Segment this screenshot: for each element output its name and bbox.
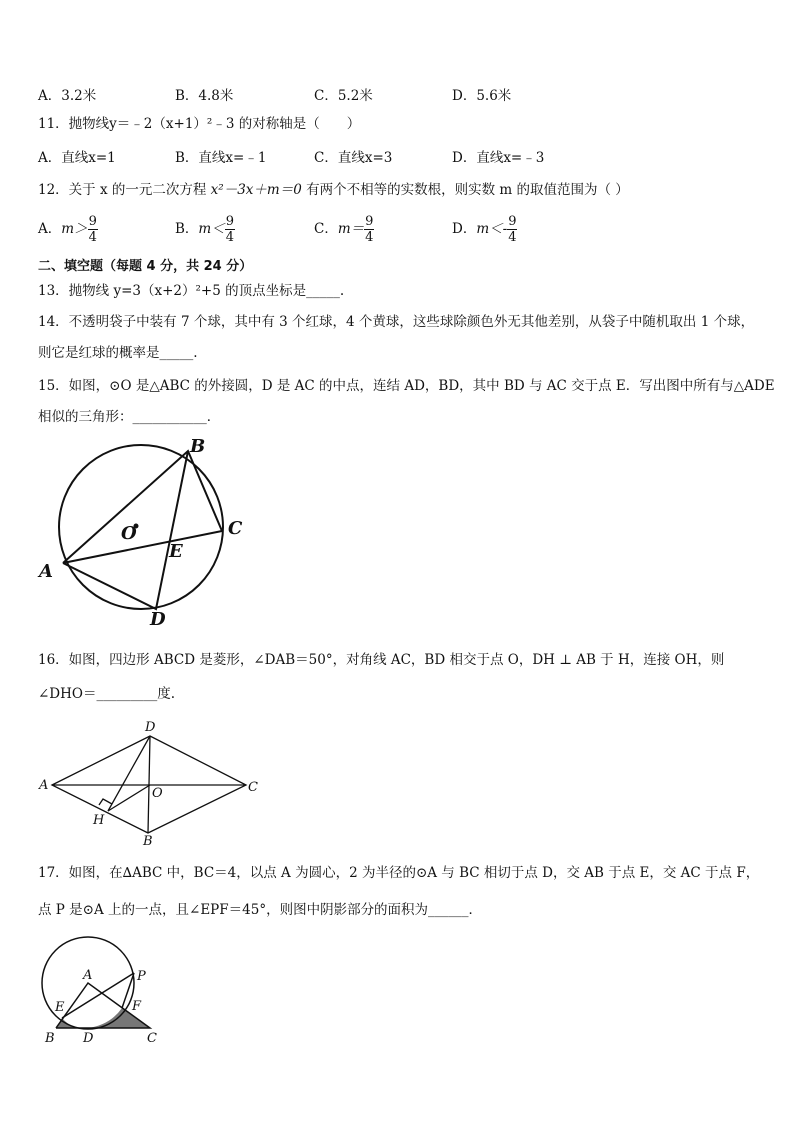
q14-line1: 14．不透明袋子中装有 7 个球，其中有 3 个红球，4 个黄球，这些球除颜色外无其他差别，从袋子中随机取出 1 个球， xyxy=(38,314,755,330)
label-d: D xyxy=(83,1031,94,1046)
label-b: B xyxy=(143,834,153,849)
q17-figure xyxy=(30,935,180,1053)
q16-figure xyxy=(30,715,270,850)
q12-option-d xyxy=(452,214,517,245)
label-c: C xyxy=(228,518,243,539)
q15-figure xyxy=(30,432,260,632)
segment-dh xyxy=(108,736,150,811)
q12-option-label: D． xyxy=(452,221,477,237)
q14-line2: 则它是红球的概率是_____. xyxy=(38,345,198,361)
q15-line2: 相似的三角形：___________． xyxy=(38,409,221,425)
q12-relation: m＜- xyxy=(476,221,508,237)
right-angle-mark xyxy=(99,799,112,805)
numerator: 9 xyxy=(225,214,235,229)
q12-option-label: C． xyxy=(314,221,338,237)
circumcircle-o xyxy=(59,445,223,609)
q12-stem xyxy=(38,181,629,199)
q12-equation: x²－3x＋m＝0 xyxy=(210,182,302,198)
q12-relation: m＞ xyxy=(61,221,88,237)
label-c: C xyxy=(248,780,258,795)
q11-stem: 11．抛物线y＝﹣2（x+1）²﹣3 的对称轴是（ ） xyxy=(38,116,361,132)
label-e: E xyxy=(55,1000,65,1015)
label-b: B xyxy=(45,1031,55,1046)
segment-oh xyxy=(108,785,150,811)
label-f: F xyxy=(132,999,142,1014)
q10-option-b: B．4.8米 xyxy=(175,88,234,104)
denominator: 4 xyxy=(508,230,517,245)
q10-option-c: C．5.2米 xyxy=(314,88,373,104)
q16-line1: 16．如图，四边形 ABCD 是菱形，∠DAB＝50°，对角线 AC，BD 相交于点 O，DH ⊥ AB 于 H，连接 OH，则 xyxy=(38,652,725,668)
q17-line1: 17．如图，在∆ABC 中，BC＝4，以点 A 为圆心，2 为半径的⊙A 与 BC 相切于点 D，交 AB 于点 E，交 AC 于点 F， xyxy=(38,865,760,881)
label-o: O xyxy=(152,786,163,801)
q16-line2: ∠DHO＝_________度. xyxy=(38,686,176,702)
q10-option-a: A．3.2米 xyxy=(38,88,97,104)
q12-option-c xyxy=(314,214,374,245)
q11-option-a: A．直线x=1 xyxy=(38,150,116,166)
label-h: H xyxy=(93,813,105,828)
q13-text: 13．抛物线 y=3（x+2）²+5 的顶点坐标是_____. xyxy=(38,283,345,299)
fraction xyxy=(88,214,98,245)
fraction xyxy=(364,214,374,245)
q12-relation: m＝ xyxy=(337,221,365,237)
label-p: P xyxy=(137,969,146,984)
denominator: 4 xyxy=(365,230,374,245)
numerator: 9 xyxy=(365,214,374,229)
q11-option-b: B．直线x=﹣1 xyxy=(175,150,267,166)
label-d: D xyxy=(145,720,156,735)
q12-option-label: A． xyxy=(38,221,62,237)
label-o: O xyxy=(121,523,137,544)
q10-option-d: D．5.6米 xyxy=(452,88,512,104)
fraction xyxy=(225,214,235,245)
label-a: A xyxy=(39,778,49,793)
label-e: E xyxy=(169,541,183,562)
q12-option-a xyxy=(38,214,98,245)
q12-option-label: B． xyxy=(175,221,199,237)
label-b: B xyxy=(190,436,206,457)
q12-option-b xyxy=(175,214,235,245)
q11-option-d: D．直线x=﹣3 xyxy=(452,150,545,166)
numerator: 9 xyxy=(88,214,97,229)
section-title: 二、填空题（每题 4 分，共 24 分） xyxy=(38,259,253,274)
q11-option-c: C．直线x=3 xyxy=(314,150,393,166)
q17-line2: 点 P 是⊙A 上的一点，且∠EPF＝45°，则图中阴影部分的面积为______． xyxy=(38,902,483,918)
q12-stem-suffix: 有两个不相等的实数根，则实数 m 的取值范围为（ ） xyxy=(306,182,629,198)
numerator: 9 xyxy=(508,214,517,229)
q12-relation: m＜ xyxy=(198,221,225,237)
label-a: A xyxy=(39,561,53,582)
denominator: 4 xyxy=(225,230,235,245)
q12-stem-prefix: 12．关于 x 的一元二次方程 xyxy=(38,182,207,198)
label-c: C xyxy=(147,1031,157,1046)
fraction xyxy=(507,214,517,245)
label-d: D xyxy=(150,609,166,630)
denominator: 4 xyxy=(88,230,97,245)
q15-line1: 15．如图，⊙O 是△ABC 的外接圆，D 是 AC 的中点，连结 AD，BD，其中 BD 与 AC 交于点 E．写出图中所有与△ADE xyxy=(38,378,775,394)
label-a: A xyxy=(83,968,93,983)
